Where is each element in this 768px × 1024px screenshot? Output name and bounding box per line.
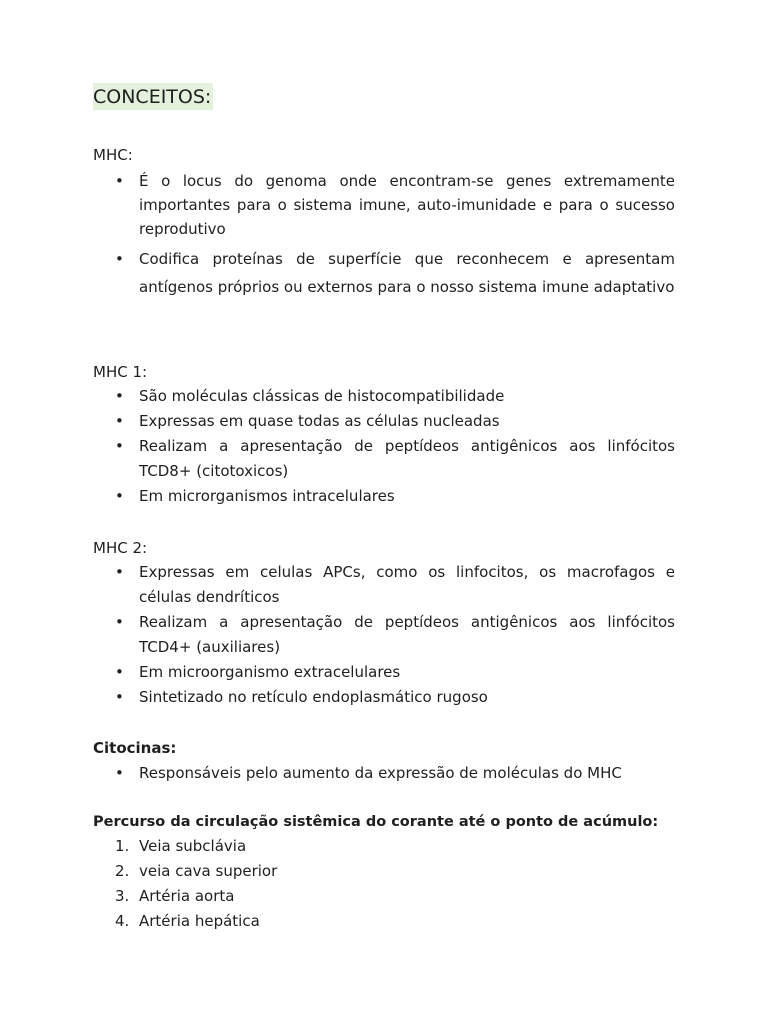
list-item: [93, 884, 675, 909]
mhc1-list: [93, 384, 675, 509]
section-heading-citocinas: Citocinas:: [93, 739, 177, 757]
list-item: • Em microrganismos intracelulares: [93, 484, 675, 509]
percurso-list: [93, 834, 675, 934]
list-number: 3.: [115, 887, 130, 905]
mhc-list: [93, 169, 675, 301]
list-item: • É o locus do genoma onde encontram-se genes extremamente importantes para o sistema imune, auto-imunidade e para o sucesso reprodutivo: [93, 169, 675, 241]
list-item-text: Artéria aorta: [139, 887, 235, 905]
list-item: • Codifica proteínas de superfície que reconhecem e apresentam antígenos próprios ou externos para o nosso sistema imune adaptativo: [93, 245, 675, 301]
mhc2-list: [93, 560, 675, 710]
list-item: • Realizam a apresentação de peptídeos antigênicos aos linfócitos TCD4+ (auxiliares): [93, 610, 675, 660]
list-item: • Expressas em quase todas as células nucleadas: [93, 409, 675, 434]
list-item: [93, 834, 675, 859]
list-item: • Expressas em celulas APCs, como os linfocitos, os macrofagos e células dendríticos: [93, 560, 675, 610]
list-item: • Responsáveis pelo aumento da expressão de moléculas do MHC: [93, 761, 675, 786]
section-heading-mhc2: MHC 2:: [93, 539, 148, 557]
list-item: [93, 859, 675, 884]
list-item: [93, 909, 675, 934]
list-item: • Realizam a apresentação de peptídeos antigênicos aos linfócitos TCD8+ (citotoxicos): [93, 434, 675, 484]
citocinas-list: [93, 761, 675, 786]
page-title: CONCEITOS:: [93, 83, 213, 110]
section-heading-percurso: Percurso da circulação sistêmica do corante até o ponto de acúmulo:: [93, 814, 659, 830]
list-item-text: Veia subclávia: [139, 837, 247, 855]
list-number: 4.: [115, 912, 130, 930]
list-number: 2.: [115, 862, 130, 880]
list-item-text: Artéria hepática: [139, 912, 260, 930]
section-heading-mhc: MHC:: [93, 146, 133, 164]
section-heading-mhc1: MHC 1:: [93, 363, 148, 381]
list-item-text: veia cava superior: [139, 862, 278, 880]
list-item: • Sintetizado no retículo endoplasmático rugoso: [93, 685, 675, 710]
list-item: • São moléculas clássicas de histocompatibilidade: [93, 384, 675, 409]
list-item: • Em microorganismo extracelulares: [93, 660, 675, 685]
list-number: 1.: [115, 837, 130, 855]
